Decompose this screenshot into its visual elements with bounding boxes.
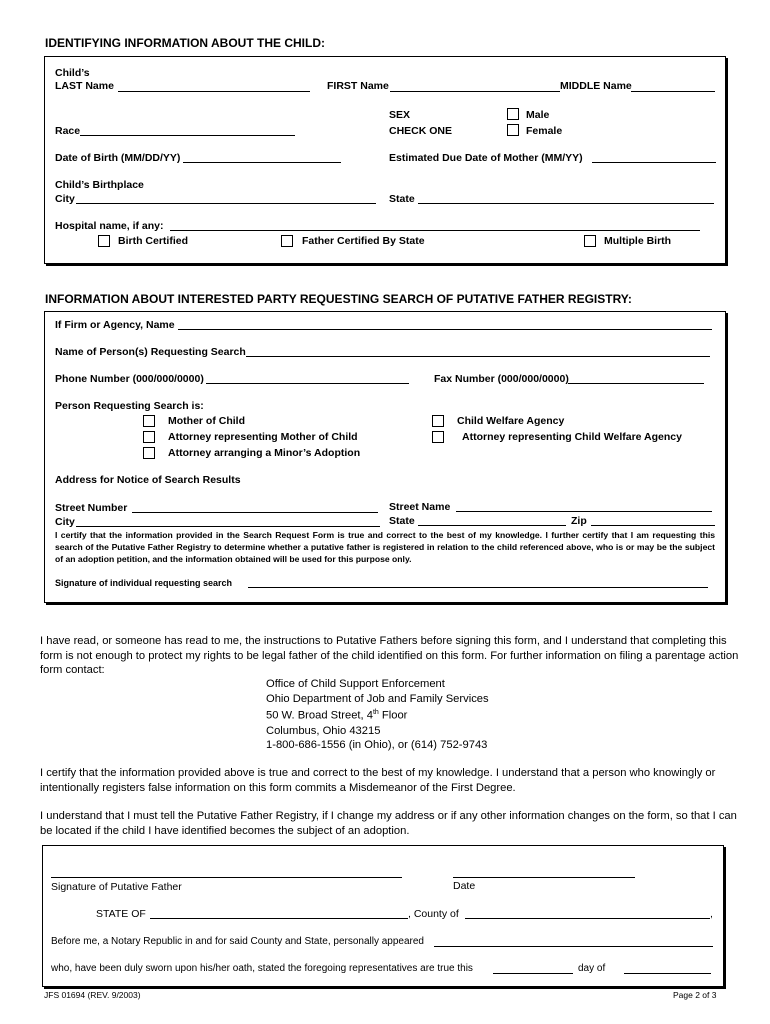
form-id: JFS 01694 (REV. 9/2003): [44, 990, 141, 1000]
person-requesting-label: Person Requesting Search is:: [55, 400, 204, 412]
requester-signature-field[interactable]: [248, 587, 708, 588]
appeared-field[interactable]: [434, 946, 713, 947]
firm-label: If Firm or Agency, Name: [55, 319, 175, 331]
father-signature-field[interactable]: [51, 877, 402, 878]
middle-name-field[interactable]: [631, 91, 715, 92]
certify-statement: I certify that the information provided in the Search Request Form is true and correct to the best of my knowledge. I further certify that I am requesting this search of the Putative Father Registry to determine whether a putative father is registered in relation to the child referenced above, who is or may be the subject of an adoption petition, and the information obtained will be used for this purpose only.: [55, 530, 715, 564]
address-city-label: City: [55, 516, 75, 528]
birth-certified-checkbox[interactable]: [98, 235, 110, 247]
female-checkbox[interactable]: [507, 124, 519, 136]
birth-state-field[interactable]: [418, 203, 714, 204]
attorney-welfare-checkbox[interactable]: [432, 431, 444, 443]
last-name-label: LAST Name: [55, 80, 114, 92]
multiple-birth-checkbox[interactable]: [584, 235, 596, 247]
day-field[interactable]: [493, 973, 573, 974]
birth-state-label: State: [389, 193, 415, 205]
persons-label: Name of Person(s) Requesting Search: [55, 346, 246, 358]
male-checkbox[interactable]: [507, 108, 519, 120]
due-date-label: Estimated Due Date of Mother (MM/YY): [389, 152, 583, 164]
male-label: Male: [526, 109, 550, 121]
birth-city-field[interactable]: [76, 203, 376, 204]
requester-signature-label: Signature of individual requesting search: [55, 578, 233, 588]
address-line-city: Columbus, Ohio 43215: [266, 724, 381, 737]
firm-field[interactable]: [178, 329, 712, 330]
street-name-label: Street Name: [389, 501, 451, 513]
father-signature-label: Signature of Putative Father: [51, 881, 182, 893]
street-number-label: Street Number: [55, 502, 128, 514]
attorney-welfare-label: Attorney representing Child Welfare Agency: [462, 431, 682, 443]
sworn-label: who, have been duly sworn upon his/her oath, stated the foregoing representatives are true this: [51, 963, 473, 974]
address-line-department: Ohio Department of Job and Family Services: [266, 692, 489, 705]
race-field[interactable]: [80, 135, 295, 136]
address-street-sup: th: [372, 709, 379, 717]
due-date-field[interactable]: [592, 162, 716, 163]
street-number-field[interactable]: [132, 512, 378, 513]
street-name-field[interactable]: [456, 511, 712, 512]
before-me-label: Before me, a Notary Republic in and for said County and State, personally appeared: [51, 936, 424, 947]
fax-field[interactable]: [568, 383, 704, 384]
father-certified-checkbox[interactable]: [281, 235, 293, 247]
multiple-birth-label: Multiple Birth: [604, 235, 672, 247]
section1-heading: IDENTIFYING INFORMATION ABOUT THE CHILD:: [45, 36, 325, 50]
zip-label: Zip: [571, 515, 587, 527]
day-of-label: day of: [578, 963, 606, 974]
section2-heading: INFORMATION ABOUT INTERESTED PARTY REQUESTING SEARCH OF PUTATIVE FATHER REGISTRY:: [45, 292, 632, 306]
welfare-label: Child Welfare Agency: [457, 415, 565, 427]
race-label: Race: [55, 125, 81, 137]
welfare-checkbox[interactable]: [432, 415, 444, 427]
phone-field[interactable]: [206, 383, 409, 384]
month-field[interactable]: [624, 973, 711, 974]
childs-label: Child’s: [55, 67, 90, 79]
contact-address: [266, 677, 489, 753]
address-floor-text: Floor: [378, 709, 408, 722]
certify-true-paragraph: I certify that the information provided above is true and correct to the best of my knowledge. I understand that a person who knowingly or intentionally registers false information on this form commits a Misdemeanor of the First Degree.: [40, 767, 716, 794]
address-line-street: [266, 706, 489, 723]
zip-field[interactable]: [591, 525, 715, 526]
address-city-field[interactable]: [76, 526, 380, 527]
hospital-label: Hospital name, if any:: [55, 220, 164, 232]
sex-label: SEX: [389, 109, 411, 121]
attorney-adoption-checkbox[interactable]: [143, 447, 155, 459]
female-label: Female: [526, 125, 563, 137]
county-field[interactable]: [465, 918, 710, 919]
address-line-office: Office of Child Support Enforcement: [266, 678, 445, 690]
birthplace-label: Child’s Birthplace: [55, 179, 144, 191]
address-label: Address for Notice of Search Results: [55, 474, 241, 486]
address-line-phone: 1-800-686-1556 (in Ohio), or (614) 752-9743: [266, 739, 488, 752]
father-certified-label: Father Certified By State: [302, 235, 425, 247]
attorney-adoption-label: Attorney arranging a Minor’s Adoption: [168, 447, 361, 459]
check-one-label: CHECK ONE: [389, 125, 453, 137]
first-name-label: FIRST Name: [327, 80, 389, 92]
dob-label: Date of Birth (MM/DD/YY): [55, 152, 181, 164]
persons-field[interactable]: [246, 356, 710, 357]
address-street-text: 50 W. Broad Street, 4: [266, 709, 373, 722]
state-of-label: STATE OF: [96, 908, 146, 920]
county-label: , County of: [408, 908, 459, 920]
phone-label: Phone Number (000/000/0000): [55, 373, 204, 385]
state-of-field[interactable]: [150, 918, 408, 919]
fax-label: Fax Number (000/000/0000): [434, 373, 569, 385]
address-state-label: State: [389, 515, 415, 527]
county-comma: ,: [710, 908, 713, 920]
page-number: Page 2 of 3: [673, 990, 717, 1000]
date-label: Date: [453, 880, 476, 892]
birth-city-label: City: [55, 193, 75, 205]
middle-name-label: MIDDLE Name: [560, 80, 632, 92]
attorney-mother-checkbox[interactable]: [143, 431, 155, 443]
hospital-field[interactable]: [170, 230, 700, 231]
first-name-field[interactable]: [390, 91, 560, 92]
mother-label: Mother of Child: [168, 415, 245, 427]
birth-certified-label: Birth Certified: [118, 235, 189, 247]
last-name-field[interactable]: [118, 91, 310, 92]
attorney-mother-label: Attorney representing Mother of Child: [168, 431, 358, 443]
notify-changes-paragraph: I understand that I must tell the Putative Father Registry, if I change my address or if any other information changes on the form, so that I can be located if the child I have identified becomes the subject of an adoption.: [40, 810, 737, 837]
read-instructions-paragraph: I have read, or someone has read to me, the instructions to Putative Fathers before signing this form, and I understand that completing this form is not enough to protect my rights to be legal father of the child identified on this form. For further information on filing a parentage action form contact:: [40, 635, 739, 676]
mother-checkbox[interactable]: [143, 415, 155, 427]
date-field[interactable]: [453, 877, 635, 878]
address-state-field[interactable]: [418, 525, 566, 526]
dob-field[interactable]: [183, 162, 341, 163]
